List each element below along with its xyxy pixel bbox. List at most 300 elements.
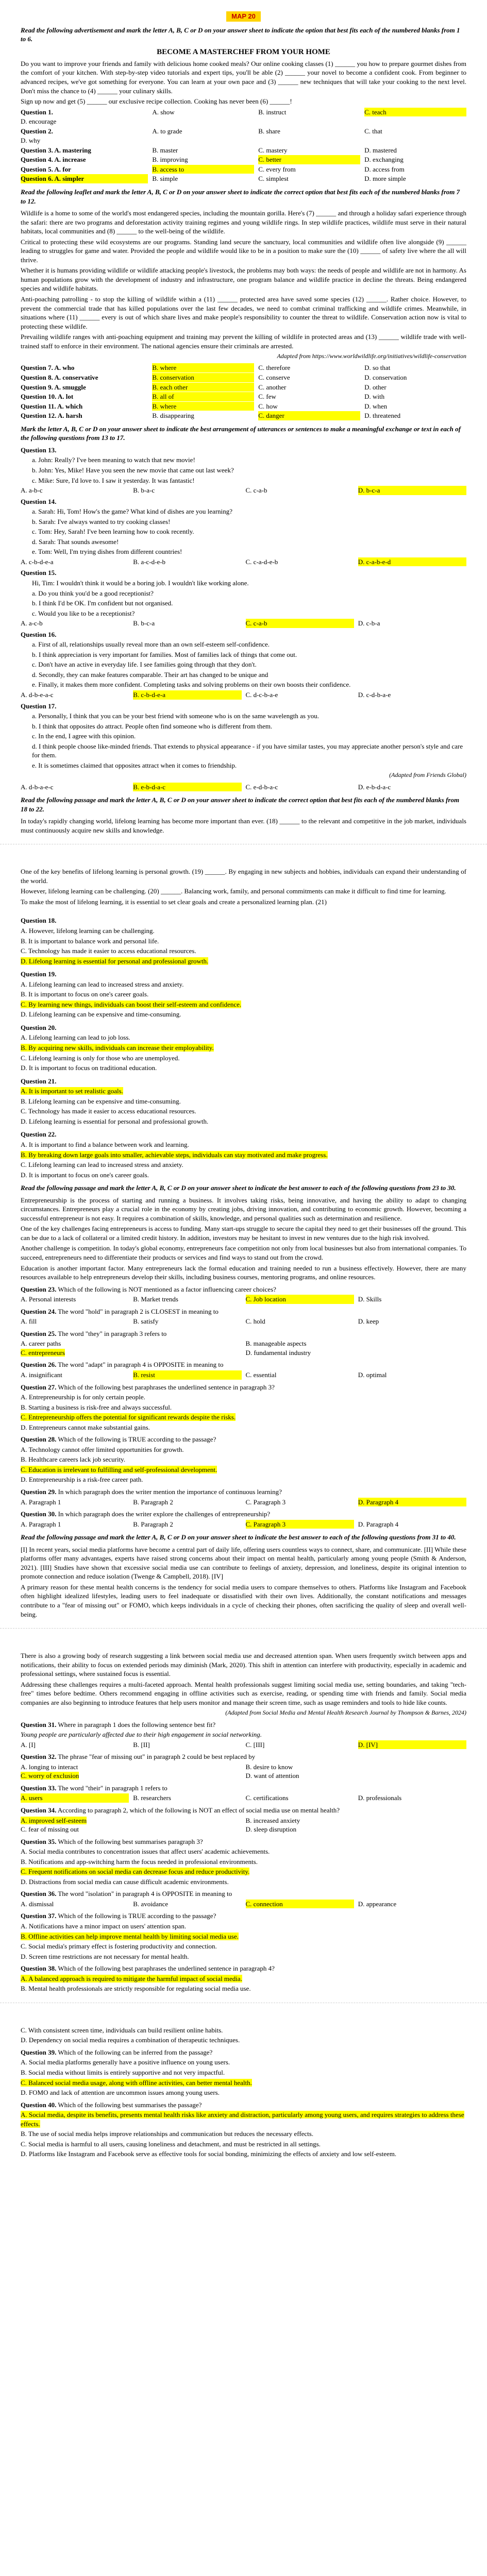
option[interactable]: B. satisfy bbox=[133, 1317, 159, 1326]
option-selected[interactable]: C. Frequent notifications on social media can decrease focus and reduce productivity. bbox=[21, 1868, 250, 1876]
section-2-questions bbox=[21, 363, 466, 420]
option[interactable]: D. Entrepreneurship is a risk-free career path. bbox=[21, 1476, 143, 1484]
question-label: Question 2. bbox=[21, 127, 53, 135]
answer-options bbox=[21, 1762, 466, 1781]
question-stem: The word "isolation" in paragraph 4 is OPPOSITE in meaning to bbox=[58, 1890, 232, 1898]
answer-options bbox=[21, 783, 466, 792]
question-24 bbox=[21, 1307, 466, 1326]
option[interactable]: C. e-d-b-a-c bbox=[245, 783, 278, 791]
question-stem: Which of the following is TRUE according to the passage? bbox=[58, 1912, 216, 1920]
option[interactable]: C. another bbox=[258, 383, 287, 391]
option[interactable]: B. Market trends bbox=[133, 1295, 178, 1303]
option[interactable]: B. Paragraph 2 bbox=[133, 1498, 173, 1506]
question-label: Question 34. bbox=[21, 1806, 57, 1814]
question-stem: The word "their" in paragraph 1 refers to bbox=[58, 1784, 167, 1792]
passage-paragraph-4: To make the most of lifelong learning, it is essential to set clear goals and create a personalized learning plan. (21) bbox=[21, 897, 327, 906]
option[interactable]: B. improving bbox=[152, 156, 188, 164]
option[interactable]: D. Lifelong learning can be expensive and time-consuming. bbox=[21, 1010, 181, 1019]
answer-options bbox=[21, 1370, 466, 1380]
question-13 bbox=[21, 446, 466, 495]
page-divider bbox=[0, 2003, 487, 2016]
option[interactable]: C. essential bbox=[245, 1370, 277, 1379]
question-40 bbox=[21, 2100, 466, 2159]
question-row bbox=[21, 383, 466, 392]
question-14 bbox=[21, 497, 466, 567]
option[interactable]: D. other bbox=[364, 383, 387, 391]
question-label-selected[interactable]: Question 6. A. simpler bbox=[21, 174, 148, 183]
option-selected[interactable]: D. b-c-a bbox=[358, 486, 466, 495]
option[interactable]: B. Lifelong learning can be expensive and time-consuming. bbox=[21, 1097, 181, 1105]
option[interactable]: A. Lifelong learning can lead to increased stress and anxiety. bbox=[21, 980, 184, 988]
option-selected[interactable]: C. c-a-b bbox=[246, 619, 354, 628]
option[interactable]: C. c-a-d-e-b bbox=[245, 557, 278, 566]
option-selected[interactable]: C. By learning new things, individuals can boost their self-esteem and confidence. bbox=[21, 1000, 242, 1008]
option[interactable]: D. c-d-b-a-e bbox=[358, 690, 391, 699]
question-stem: The word "adapt" in paragraph 4 is OPPOSITE in meaning to bbox=[58, 1361, 224, 1369]
question-label: Question 3. A. mastering bbox=[21, 146, 91, 154]
leaflet-paragraph-4: Anti-poaching patrolling - to stop the killing of wildlife within a (11) ______ protected area have saved some species (12) ______. Rather choice. However, to prevent the commercial trade that has killed populations over the last few decades, we need to combat criminal trafficking and wildlife crimes. Meanwhile, in situations where (11) ______ every is out of which share lives and make people's responsibility to counter the threat to wildlife. Conservation action now is vital to protecting these wildlife. bbox=[21, 295, 466, 330]
utterance: a. John: Really? I've been meaning to watch that new movie! bbox=[32, 456, 195, 464]
question-label: Question 5. A. for bbox=[21, 165, 71, 173]
utterance: c. In the end, I agree with this opinion. bbox=[32, 732, 136, 740]
option[interactable]: B. [II] bbox=[133, 1740, 150, 1749]
option[interactable]: D. appearance bbox=[358, 1900, 397, 1908]
question-stem: According to paragraph 2, which of the following is NOT an effect of social media use on mental health? bbox=[57, 1806, 340, 1814]
option[interactable]: C. d-c-b-a-e bbox=[245, 690, 278, 699]
option-selected[interactable]: B. c-b-d-e-a bbox=[133, 690, 241, 700]
question-row bbox=[21, 108, 466, 117]
option-selected[interactable]: A. It is important to set realistic goals. bbox=[21, 1087, 123, 1095]
option[interactable]: C. Paragraph 3 bbox=[245, 1498, 286, 1506]
option[interactable]: A. show bbox=[152, 108, 175, 116]
question-label: Question 12. A. harsh bbox=[21, 412, 82, 420]
option[interactable]: B. The use of social media helps improve relationships and communication but reduces the necessary effects. bbox=[21, 2130, 314, 2138]
page-divider bbox=[0, 1628, 487, 1642]
option-selected[interactable]: D. Lifelong learning is essential for personal and professional growth. bbox=[21, 957, 209, 965]
option[interactable]: A. fill bbox=[21, 1317, 37, 1326]
section-7-instruction: Read the following passage and mark the letter A, B, C or D on your answer sheet to indicate the best answer to each of the following questions from 31 to 40. bbox=[21, 1533, 456, 1541]
option[interactable]: D. c-b-a bbox=[358, 619, 380, 628]
option-selected[interactable]: B. where bbox=[152, 363, 254, 372]
quoted-sentence: Young people are particularly affected due to their high engagement in social networking. bbox=[21, 1731, 262, 1739]
option[interactable]: D. want of attention bbox=[245, 1772, 299, 1780]
option[interactable]: B. Notifications and app-switching harm the focus needed in professional environments. bbox=[21, 1857, 258, 1866]
question-label: Question 8. A. conservative bbox=[21, 374, 98, 382]
option-selected[interactable]: C. teach bbox=[364, 108, 466, 117]
question-label: Question 26. bbox=[21, 1361, 57, 1369]
utterance: b. I think appreciation is very important for families. Most of families lack of things that come out. bbox=[32, 650, 297, 658]
question-label: Question 22. bbox=[21, 1130, 57, 1139]
option[interactable]: C. therefore bbox=[258, 364, 291, 372]
answer-options bbox=[21, 1317, 466, 1326]
question-stem: In which paragraph does the writer explore the challenges of entrepreneurship? bbox=[58, 1510, 271, 1518]
question-39 bbox=[21, 2048, 466, 2097]
question-stem: The word "hold" in paragraph 2 is CLOSEST in meaning to bbox=[58, 1307, 219, 1315]
passage-paragraph-1: [I] In recent years, social media platforms have become a central part of daily life, offering users countless ways to connect, share, and communicate. [II] While these platforms offer many advantages, experts have raised strong concerns about their impact on mental health, particularly among young people (Smith & Anderson, 2021). [III] Studies have shown that excessive social media use can contribute to feelings of anxiety, depression, and loneliness, despite its original intention to promote connection and reduce isolation (Twenge & Campbell, 2018). [IV] bbox=[21, 1545, 466, 1581]
question-30 bbox=[21, 1510, 466, 1529]
question-label: Question 10. A. lot bbox=[21, 393, 74, 401]
option[interactable]: B. instruct bbox=[258, 108, 287, 116]
question-23 bbox=[21, 1285, 466, 1304]
question-label: Question 13. bbox=[21, 446, 57, 454]
option[interactable]: B. It is important to focus on one's career goals. bbox=[21, 990, 149, 998]
option-selected[interactable]: D. Paragraph 4 bbox=[358, 1498, 466, 1507]
question-stem: Which of the following best paraphrases the underlined sentence in paragraph 4? bbox=[58, 1964, 275, 1973]
option-selected[interactable]: B. By breaking down large goals into smaller, achievable steps, individuals can stay motivated and make progress. bbox=[21, 1150, 328, 1159]
question-label: Question 20. bbox=[21, 1023, 57, 1031]
question-label: Question 11. A. which bbox=[21, 402, 83, 410]
question-label: Question 30. bbox=[21, 1510, 57, 1518]
option[interactable]: B. share bbox=[258, 127, 280, 135]
option[interactable]: D. Platforms like Instagram and Facebook serve as effective tools for social bonding, minimizing the effects of anxiety and low self-esteem. bbox=[21, 2150, 397, 2158]
option[interactable]: A. It is important to find a balance between work and learning. bbox=[21, 1140, 189, 1148]
option[interactable]: D. more simple bbox=[364, 175, 406, 183]
option[interactable]: A. Technology cannot offer limited opportunities for growth. bbox=[21, 1445, 184, 1453]
option[interactable]: A. career paths bbox=[21, 1340, 61, 1348]
option[interactable]: C. With consistent screen time, individuals can build resilient online habits. bbox=[21, 2026, 223, 2034]
question-22 bbox=[21, 1130, 466, 1179]
option[interactable]: C. Social media's primary effect is fostering productivity and connection. bbox=[21, 1942, 217, 1951]
option-selected[interactable]: C. Job location bbox=[246, 1295, 354, 1304]
question-label: Question 37. bbox=[21, 1912, 57, 1920]
option[interactable]: A. d-b-e-a-c bbox=[21, 690, 54, 699]
section-6-instruction: Read the following passage and mark the letter A, B, C or D on your answer sheet to indicate the best answer to each of the following questions from 23 to 30. bbox=[21, 1184, 456, 1192]
question-21 bbox=[21, 1077, 466, 1126]
source-citation: (Adapted from Friends Global) bbox=[389, 771, 466, 779]
question-32 bbox=[21, 1752, 466, 1781]
advert-paragraph-1: Do you want to improve your friends and family with delicious home cooked meals? Our online cooking classes (1) ______ you how to prepare gourmet dishes from the comfort of your kitchen. With step-by-step video tutorials and expert tips, you'll be able (2) ______ your novel to become a confident cook. From beginner to advanced recipes, we've got something for everyone. You can learn at your own pace and (3) ______ new techniques that will take your cooking to the next level. Don't miss the chance to (4) ______ your culinary skills. bbox=[21, 59, 466, 95]
utterance: Hi, Tim: I wouldn't think it would be a boring job. I wouldn't like working alone. bbox=[32, 579, 249, 587]
answer-options bbox=[21, 557, 466, 567]
question-label: Question 23. bbox=[21, 1285, 57, 1293]
question-stem: The word "they" in paragraph 3 refers to bbox=[58, 1329, 167, 1337]
option[interactable]: A. Lifelong learning can lead to job loss. bbox=[21, 1033, 130, 1042]
option[interactable]: C. simplest bbox=[258, 175, 289, 183]
answer-options bbox=[21, 1520, 466, 1529]
question-label: Question 9. A. smuggle bbox=[21, 383, 86, 391]
option[interactable]: C. Technology has made it easier to access educational resources. bbox=[21, 947, 196, 955]
option-tail[interactable]: D. encourage bbox=[21, 117, 57, 126]
option[interactable]: A. a-c-b bbox=[21, 619, 43, 628]
option[interactable]: C. Lifelong learning is only for those who are unemployed. bbox=[21, 1054, 180, 1062]
question-stem: In which paragraph does the writer mention the importance of continuous learning? bbox=[58, 1488, 282, 1496]
option-selected[interactable]: A. users bbox=[21, 1793, 129, 1803]
option[interactable]: D. professionals bbox=[358, 1794, 402, 1802]
question-16 bbox=[21, 630, 466, 700]
option[interactable]: D. mastered bbox=[364, 146, 397, 154]
option-selected[interactable]: B. e-b-d-a-c bbox=[133, 783, 241, 792]
utterance: c. Would you like to be a receptionist? bbox=[32, 609, 135, 617]
question-label: Question 15. bbox=[21, 569, 57, 577]
question-row bbox=[21, 392, 466, 401]
question-20 bbox=[21, 1023, 466, 1073]
option-selected[interactable]: B. where bbox=[152, 402, 254, 411]
passage-paragraph-2: One of the key benefits of lifelong learning is personal growth. (19) ______. By engaging in new subjects and hobbies, individuals can expand their understanding of the world. bbox=[21, 868, 466, 885]
option[interactable]: D. fundamental industry bbox=[245, 1348, 311, 1357]
option[interactable]: A. d-b-a-e-c bbox=[21, 783, 54, 791]
question-label: Question 39. bbox=[21, 2048, 57, 2056]
option[interactable]: A. c-b-d-e-a bbox=[21, 557, 54, 566]
option[interactable]: A. Social media platforms generally have a positive influence on young users. bbox=[21, 2058, 230, 2066]
question-row bbox=[21, 127, 466, 136]
answer-options bbox=[21, 690, 466, 700]
option[interactable]: C. certifications bbox=[245, 1794, 289, 1802]
utterance: a. First of all, relationships usually reveal more than an own self-esteem self-confidence. bbox=[32, 640, 270, 649]
utterance: a. Sarah: Hi, Tom! How's the game? What kind of dishes are you learning? bbox=[32, 507, 233, 516]
question-row bbox=[21, 136, 466, 145]
option-selected[interactable]: B. resist bbox=[133, 1370, 241, 1380]
option-selected[interactable]: A. improved self-esteem bbox=[21, 1816, 87, 1824]
option[interactable]: D. sleep disruption bbox=[245, 1825, 297, 1834]
option-selected[interactable]: C. connection bbox=[246, 1900, 354, 1909]
option[interactable]: C. Lifelong learning can lead to increased stress and anxiety. bbox=[21, 1161, 183, 1169]
option[interactable]: D. optimal bbox=[358, 1370, 387, 1379]
option[interactable]: A. Personal interests bbox=[21, 1295, 76, 1303]
question-label: Question 7. A. who bbox=[21, 364, 75, 372]
option[interactable]: B. Mental health professionals are strictly responsible for regulating social media use. bbox=[21, 1985, 251, 1993]
option[interactable]: B. Paragraph 2 bbox=[133, 1520, 173, 1528]
utterance: c. Mike: Sure, I'd love to. I saw it yesterday. It was fantastic! bbox=[32, 476, 195, 484]
question-stem: Which of the following best summarises the passage? bbox=[58, 2100, 202, 2109]
question-label: Question 31. bbox=[21, 1720, 57, 1728]
question-label: Question 40. bbox=[21, 2100, 57, 2109]
option[interactable]: A. Paragraph 1 bbox=[21, 1498, 61, 1506]
option[interactable]: B. researchers bbox=[133, 1794, 171, 1802]
question-row bbox=[21, 117, 466, 126]
option[interactable]: D. conservation bbox=[364, 374, 407, 382]
option[interactable]: B. manageable aspects bbox=[245, 1340, 307, 1348]
question-row bbox=[21, 174, 466, 183]
question-stem: Which of the following best paraphrases the underlined sentence in paragraph 3? bbox=[58, 1383, 275, 1391]
option[interactable]: B. avoidance bbox=[133, 1900, 169, 1908]
question-row bbox=[21, 155, 466, 164]
option[interactable]: B. simple bbox=[152, 175, 178, 183]
option-selected[interactable]: D. [IV] bbox=[358, 1740, 466, 1750]
question-label: Question 33. bbox=[21, 1784, 57, 1792]
option[interactable]: C. mastery bbox=[258, 146, 288, 154]
utterance: d. I think people choose like-minded friends. That extends to physical appearance - if you have similar tastes, you may appreciate another person's style and care for them. bbox=[32, 742, 463, 759]
utterance: c. Don't have an active in everyday life. I see families going through that they don't. bbox=[32, 660, 257, 669]
option[interactable]: C. c-a-b bbox=[245, 486, 267, 495]
source-citation: Adapted from https://www.worldwildlife.org/initiatives/wildlife-conservation bbox=[277, 352, 466, 360]
question-label: Question 36. bbox=[21, 1890, 57, 1898]
question-row bbox=[21, 411, 466, 420]
question-label: Question 4. A. increase bbox=[21, 156, 86, 164]
option-selected[interactable]: C. better bbox=[258, 155, 360, 164]
option[interactable]: D. It is important to focus on traditional education. bbox=[21, 1064, 157, 1072]
option[interactable]: D. Dependency on social media requires a combination of therapeutic techniques. bbox=[21, 2036, 240, 2044]
option-selected[interactable]: C. Balanced social media usage, along with offline activities, can better mental health. bbox=[21, 2078, 252, 2087]
question-label: Question 27. bbox=[21, 1383, 57, 1391]
option-selected[interactable]: B. By acquiring new skills, individuals can increase their employability. bbox=[21, 1044, 214, 1052]
question-label: Question 38. bbox=[21, 1964, 57, 1973]
page-divider bbox=[0, 844, 487, 858]
question-stem: The phrase "fear of missing out" in paragraph 2 could be best replaced by bbox=[58, 1753, 256, 1761]
exam-tag: MAP 20 bbox=[226, 11, 261, 22]
question-18 bbox=[21, 916, 466, 965]
option[interactable]: B. Starting a business is risk-free and always successful. bbox=[21, 1403, 172, 1411]
option[interactable]: A. [I] bbox=[21, 1740, 36, 1749]
passage-paragraph-3: However, lifelong learning can be challenging. (20) ______. Balancing work, family, and personal commitments can make it difficult to find time for learning. bbox=[21, 887, 446, 895]
option[interactable]: D. when bbox=[364, 402, 388, 410]
section-3-block bbox=[21, 332, 466, 360]
option[interactable]: A. Notifications have a minor impact on users' attention span. bbox=[21, 1922, 187, 1930]
option[interactable]: D. threatened bbox=[364, 412, 401, 420]
utterance: a. Do you think you'd be a good receptionist? bbox=[32, 589, 154, 597]
question-38-continued bbox=[21, 2026, 466, 2045]
option[interactable]: B. It is important to balance work and personal life. bbox=[21, 937, 159, 945]
passage-paragraph-4: Education is another important factor. Many entrepreneurs lack the formal education and training needed to run a business effectively. However, there are many resources available to help entrepreneurs develop their skills, including business courses, mentoring programs, and online resources. bbox=[21, 1264, 466, 1281]
option[interactable]: D. FOMO and lack of attention are uncommon issues among young users. bbox=[21, 2089, 220, 2097]
section-1-questions bbox=[21, 108, 466, 183]
option[interactable]: D. Screen time restrictions are not necessary for mental health. bbox=[21, 1952, 189, 1960]
leaflet-paragraph-2: Critical to protecting these wild ecosystems are our programs. Standing land secure the sanctuary, local communities and wildlife often live alongside (9) ______ leading to struggles for game and water. Provided the people and wildlife would like to be in a position to make sure the (10) ______ of safety live where the all will thrive. bbox=[21, 238, 466, 264]
question-31 bbox=[21, 1720, 466, 1750]
option[interactable]: A. However, lifelong learning can be challenging. bbox=[21, 927, 155, 935]
question-label: Question 29. bbox=[21, 1488, 57, 1496]
option[interactable]: D. why bbox=[21, 137, 41, 145]
option[interactable]: C. Social media is harmful to all users, causing loneliness and detachment, and must be restricted in all settings. bbox=[21, 2140, 321, 2148]
option[interactable]: B. Healthcare careers lack job security. bbox=[21, 1455, 126, 1464]
leaflet-paragraph-1: Wildlife is a home to some of the world's most endangered species, including the mountain gorilla. Here's (7) ______ and through a holiday safari experience through the safari: there are two programs and deforestation activity training regimes and young wildlife rings. In step wildlife practices, wildlife must serve in their natural habitats, local communities and (8) ______ to the well-being of the wildlife. bbox=[21, 209, 466, 235]
option[interactable]: A. to grade bbox=[152, 127, 182, 135]
option[interactable]: D. access from bbox=[364, 165, 405, 173]
option[interactable]: C. how bbox=[258, 402, 278, 410]
option[interactable]: D. It is important to focus on one's career goals. bbox=[21, 1171, 149, 1179]
option-selected[interactable]: D. c-a-b-e-d bbox=[358, 557, 466, 567]
option[interactable]: D. Entrepreneurs cannot make substantial gains. bbox=[21, 1423, 150, 1431]
option[interactable]: C. every from bbox=[258, 165, 296, 173]
answer-options bbox=[21, 1339, 466, 1357]
question-27 bbox=[21, 1383, 466, 1432]
option[interactable]: C. conserve bbox=[258, 374, 290, 382]
answer-options bbox=[21, 1498, 466, 1507]
question-label: Question 24. bbox=[21, 1307, 57, 1315]
question-label: Question 28. bbox=[21, 1435, 57, 1444]
question-label: Question 21. bbox=[21, 1077, 57, 1085]
option-selected[interactable]: B. Offline activities can help improve mental health by limiting social media use. bbox=[21, 1932, 239, 1940]
option-selected[interactable]: C. entrepreneurs bbox=[21, 1348, 65, 1357]
question-33 bbox=[21, 1784, 466, 1803]
option[interactable]: A. longing to interact bbox=[21, 1762, 78, 1771]
answer-options bbox=[21, 1295, 466, 1304]
source-citation: (Adapted from Social Media and Mental Health Research Journal by Thompson & Barnes, 2024) bbox=[225, 1709, 466, 1717]
option[interactable]: D. keep bbox=[358, 1317, 379, 1326]
option[interactable]: B. Social media without limits is entirely supportive and not very impactful. bbox=[21, 2068, 225, 2076]
leaflet-paragraph-5: Prevailing wildlife ranges with anti-poaching equipment and training may prevent the killing of wildlife in protected areas and (13) ______ wildlife trade with well-trained staff to enforce in their environment. The national agencies ensure their criminals are arrested. bbox=[21, 333, 466, 350]
option-selected[interactable]: A. A balanced approach is required to mitigate the harmful impact of social media. bbox=[21, 1974, 242, 1982]
question-label: Question 35. bbox=[21, 1837, 57, 1845]
option[interactable]: C. Technology has made it easier to access educational resources. bbox=[21, 1107, 196, 1115]
question-row bbox=[21, 363, 466, 372]
question-36 bbox=[21, 1889, 466, 1908]
option[interactable]: B. b-c-a bbox=[133, 619, 155, 628]
passage-paragraph-1: In today's rapidly changing world, lifelong learning has become more important than ever. (18) ______ to the relevant and competitive in the job market, individuals must continuously acquire new skills and knowledge. bbox=[21, 817, 466, 834]
utterance: e. It is sometimes claimed that opposites attract when it comes to friendship. bbox=[32, 761, 237, 769]
option[interactable]: D. with bbox=[364, 393, 385, 401]
answer-options bbox=[21, 1793, 466, 1803]
option[interactable]: B. disappearing bbox=[152, 412, 194, 420]
utterance: d. Sarah: That sounds awesome! bbox=[32, 537, 119, 546]
option-selected[interactable]: B. all of bbox=[152, 392, 254, 401]
option[interactable]: C. that bbox=[364, 127, 382, 135]
question-row bbox=[21, 402, 466, 411]
option[interactable]: A. Paragraph 1 bbox=[21, 1520, 61, 1528]
option[interactable]: D. Lifelong learning is essential for personal and professional growth. bbox=[21, 1117, 209, 1125]
question-label: Question 1. bbox=[21, 108, 53, 116]
passage-paragraph-1: Entrepreneurship is the process of starting and running a business. It involves taking risks, being innovative, and having the ability to adapt to changing circumstances. Entrepreneurs play a crucial role in the economy by creating jobs, driving innovation, and contributing to economic growth. However, becoming a successful entrepreneur is not easy. It requires a combination of skills, knowledge, and personal qualities such as determination and resilience. bbox=[21, 1196, 466, 1222]
option[interactable]: D. exchanging bbox=[364, 156, 404, 164]
option[interactable]: B. b-a-c bbox=[133, 486, 155, 495]
option[interactable]: A. a-b-c bbox=[21, 486, 43, 495]
option-selected[interactable]: C. worry of exclusion bbox=[21, 1772, 79, 1780]
option[interactable]: D. e-b-d-a-c bbox=[358, 783, 391, 791]
question-25 bbox=[21, 1329, 466, 1358]
question-19 bbox=[21, 970, 466, 1019]
option-selected[interactable]: B. each other bbox=[152, 383, 254, 392]
section-5-instruction: Read the following passage and mark the letter A, B, C or D on your answer sheet to indicate the correct option that best fits each of the numbered blanks from 18 to 22. bbox=[21, 796, 460, 813]
option-selected[interactable]: B. access to bbox=[152, 165, 254, 174]
option[interactable]: B. desire to know bbox=[245, 1762, 293, 1771]
utterance: a. Personally, I think that you can be your best friend with someone who is on the same wavelength as you. bbox=[32, 712, 319, 720]
option[interactable]: D. Distractions from social media can cause difficult academic environments. bbox=[21, 1877, 229, 1886]
option-selected[interactable]: C. Entrepreneurship offers the potential for significant rewards despite the risks. bbox=[21, 1413, 236, 1421]
question-37 bbox=[21, 1911, 466, 1961]
option-selected[interactable]: A. Social media, despite its benefits, presents mental health risks like anxiety and distraction, particularly among young users, and requires strategies to address these effects. bbox=[21, 2111, 464, 2128]
option[interactable]: A. dismissal bbox=[21, 1900, 54, 1908]
option[interactable]: A. Social media contributes to concentration issues that affect users' academic achievements. bbox=[21, 1848, 270, 1856]
option[interactable]: D. Paragraph 4 bbox=[358, 1520, 399, 1528]
leaflet-paragraph-3: Whether it is humans providing wildlife or wildlife attacking people's livestock, the problems may both ways: the needs of people and wildlife are not in harmony. As human populations grow with the development of industry and infrastructure, one program balance and wildlife practice in decline the threats. Being endangered species and wildlife habitats. bbox=[21, 266, 466, 293]
option[interactable]: C. few bbox=[258, 393, 276, 401]
question-label: Question 14. bbox=[21, 497, 57, 505]
question-stem: Which of the following is NOT mentioned as a factor influencing career choices? bbox=[58, 1285, 276, 1293]
passage-paragraph-2: A primary reason for these mental health concerns is the tendency for social media users to compare themselves to others. Platforms like Instagram and Facebook often highlight idealized lifestyles, leading users to feel inadequate or dissatisfied with their own lives. Additionally, the constant notifications and messages contribute to a "fear of missing out" or FOMO, which keeps individuals in a cycle of checking their phones, often sacrificing the quality of sleep and overall well-being. bbox=[21, 1583, 466, 1618]
question-35 bbox=[21, 1837, 466, 1887]
advert-paragraph-2: Sign up now and get (5) ______ our exclusive recipe collection. Cooking has never been (6) ______! bbox=[21, 97, 292, 106]
option[interactable]: B. master bbox=[152, 146, 178, 154]
question-label: Question 17. bbox=[21, 702, 57, 710]
option[interactable]: A. Entrepreneurship is for only certain people. bbox=[21, 1393, 145, 1401]
utterance: d. Secondly, they can make features comparable. Their art has changed to be unique and bbox=[32, 670, 268, 679]
question-row bbox=[21, 165, 466, 174]
option[interactable]: C. hold bbox=[245, 1317, 265, 1326]
question-26 bbox=[21, 1360, 466, 1379]
option[interactable]: D. Skills bbox=[358, 1295, 382, 1303]
utterance: b. I think I'd be OK. I'm confident but not organised. bbox=[32, 599, 173, 607]
option-selected[interactable]: B. conservation bbox=[152, 373, 254, 382]
section-4-instruction: Mark the letter A, B, C or D on your answer sheet to indicate the best arrangement of utterances or sentences to make a meaningful exchange or text in each of the following questions from 13 to 17. bbox=[21, 425, 461, 442]
question-row bbox=[21, 373, 466, 382]
option[interactable]: C. fear of missing out bbox=[21, 1825, 79, 1834]
question-label: Question 32. bbox=[21, 1753, 57, 1761]
option[interactable]: B. a-c-d-e-b bbox=[133, 557, 166, 566]
option[interactable]: D. so that bbox=[364, 364, 391, 372]
option-selected[interactable]: C. Education is irrelevant to fulfilling and self-professional development. bbox=[21, 1465, 217, 1473]
question-34 bbox=[21, 1806, 466, 1834]
question-stem: Which of the following is TRUE according to the passage? bbox=[58, 1435, 216, 1444]
section-2-instruction: Read the following leaflet and mark the letter A, B, C or D on your answer sheet to indicate the correct option that best fits each of the numbered blanks from 7 to 12. bbox=[21, 188, 460, 205]
option-selected[interactable]: C. danger bbox=[258, 411, 360, 420]
option-selected[interactable]: C. Paragraph 3 bbox=[246, 1520, 354, 1529]
option[interactable]: C. [III] bbox=[245, 1740, 265, 1749]
answer-options bbox=[21, 619, 466, 628]
answer-options bbox=[21, 486, 466, 495]
option[interactable]: A. insignificant bbox=[21, 1370, 62, 1379]
advert-title: BECOME A MASTERCHEF FROM YOUR HOME bbox=[157, 47, 330, 56]
utterance: b. I think that opposites do attract. People often find someone who is different from them. bbox=[32, 722, 273, 730]
option[interactable]: B. increased anxiety bbox=[245, 1816, 300, 1824]
